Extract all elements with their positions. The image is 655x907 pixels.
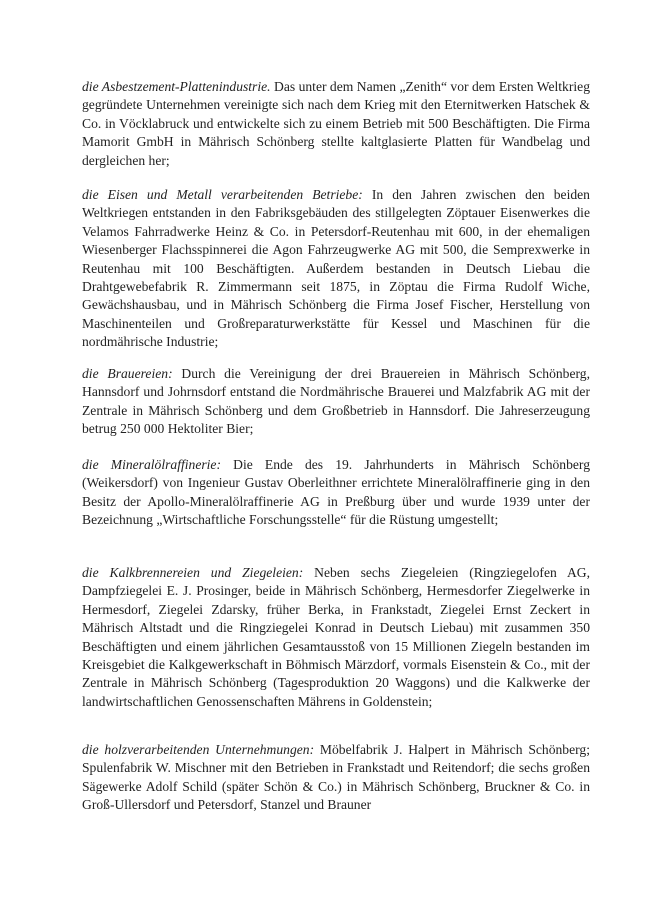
paragraph-text: Durch die Vereinigung der drei Brauereien in Mährisch Schönberg, Hannsdorf und Johrnsdorf entstand die Nordmährische Brauerei und Malzfabrik AG mit der Zentrale in Mährisch Schönberg und dem Großbetrieb in Hannsdorf. Die Jahreserzeugung betrug 250 000 Hektoliter Bier; <box>82 366 590 437</box>
paragraph-brauereien <box>82 365 590 439</box>
paragraph-heading: die Kalkbrennereien und Ziegeleien: <box>82 565 304 580</box>
paragraph-heading: die Mineralölraffinerie: <box>82 457 221 472</box>
paragraph-text: Möbelfabrik J. Halpert in Mährisch Schönberg; Spulenfabrik W. Mischner mit den Betrieben in Frankstadt und Reitendorf; die sechs großen Sägewerke Adolf Schild (später Schön & Co.) in Mährisch Schönberg, Bruckner & Co. in Groß-Ullersdorf und Petersdorf, Stanzel und Brauner <box>82 742 590 813</box>
paragraph-text: Neben sechs Ziegeleien (Ringziegelofen AG, Dampfziegelei E. J. Prosinger, beide in Mährisch Schönberg, Hermesdorfer Ziegelwerke in Hermesdorf, Ziegelei Zdarsky, früher Berka, in Frankstadt, Ziegelei Ernst Zeckert in Mährisch Altstadt und die Ringziegelei Konrad in Deutsch Liebau) mit zusammen 350 Beschäftigten und einem jährlichen Gesamtausstoß von 15 Millionen Ziegeln bestanden im Kreisgebiet die Kalkgewerkschaft in Böhmisch Märzdorf, vormals Eisenstein & Co., mit der Zentrale in Mährisch Schönberg (Tagesproduktion 20 Waggons) und die Kalkwerke der landwirtschaftlichen Genossenschaften Mährens in Goldenstein; <box>82 565 590 709</box>
paragraph-text: Das unter dem Namen „Zenith“ vor dem Ersten Weltkrieg gegründete Unternehmen vereinigte sich nach dem Krieg mit den Eternitwerken Hatschek & Co. in Vöcklabruck und entwickelte sich zu einem Betrieb mit 500 Beschäftigten. Die Firma Mamorit GmbH in Mährisch Schönberg stellte kaltglasierte Platten für Wandbelag und dergleichen her; <box>82 79 590 168</box>
paragraph-text: Die Ende des 19. Jahrhunderts in Mährisch Schönberg (Weikersdorf) von Ingenieur Gustav Oberleithner errichtete Mineralölraffinerie ging in den Besitz der Apollo-Mineralölraffinerie AG in Preßburg über und wurde 1939 unter der Bezeichnung „Wirtschaftliche Forschungsstelle“ für die Rüstung umgestellt; <box>82 457 590 528</box>
paragraph-heading: die Asbestzement-Plattenindustrie. <box>82 79 271 94</box>
paragraph-text: In den Jahren zwischen den beiden Weltkriegen entstanden in den Fabriksgebäuden des stillgelegten Zöptauer Eisenwerkes die Velamos Fahrradwerke Heinz & Co. in Petersdorf-Reutenhau mit 600, in der ehemaligen Wiesenberger Flachsspinnerei die Agon Fahrzeugwerke AG mit 500, die Semprexwerke in Reutenhau mit 100 Beschäftigten. Außerdem bestanden in Deutsch Liebau die Drahtgewebefabrik R. Zimmermann seit 1875, in Zöptau die Firma Rudolf Wiche, Gewächshausbau, und in Mährisch Schönberg die Firma Josef Fischer, Herstellung von Maschinenteilen und Großreparaturwerkstätte für Kessel und Maschinen für die nordmährische Industrie; <box>82 187 590 350</box>
paragraph-kalk-ziegel <box>82 564 590 711</box>
paragraph-heading: die Eisen und Metall verarbeitenden Betriebe: <box>82 187 363 202</box>
paragraph-heading: die Brauereien: <box>82 366 173 381</box>
paragraph-mineraloelraffinerie <box>82 456 590 530</box>
paragraph-heading: die holzverarbeitenden Unternehmungen: <box>82 742 315 757</box>
paragraph-holzverarbeitung <box>82 741 590 815</box>
paragraph-asbestzement <box>82 78 590 170</box>
paragraph-eisen-metall <box>82 186 590 352</box>
